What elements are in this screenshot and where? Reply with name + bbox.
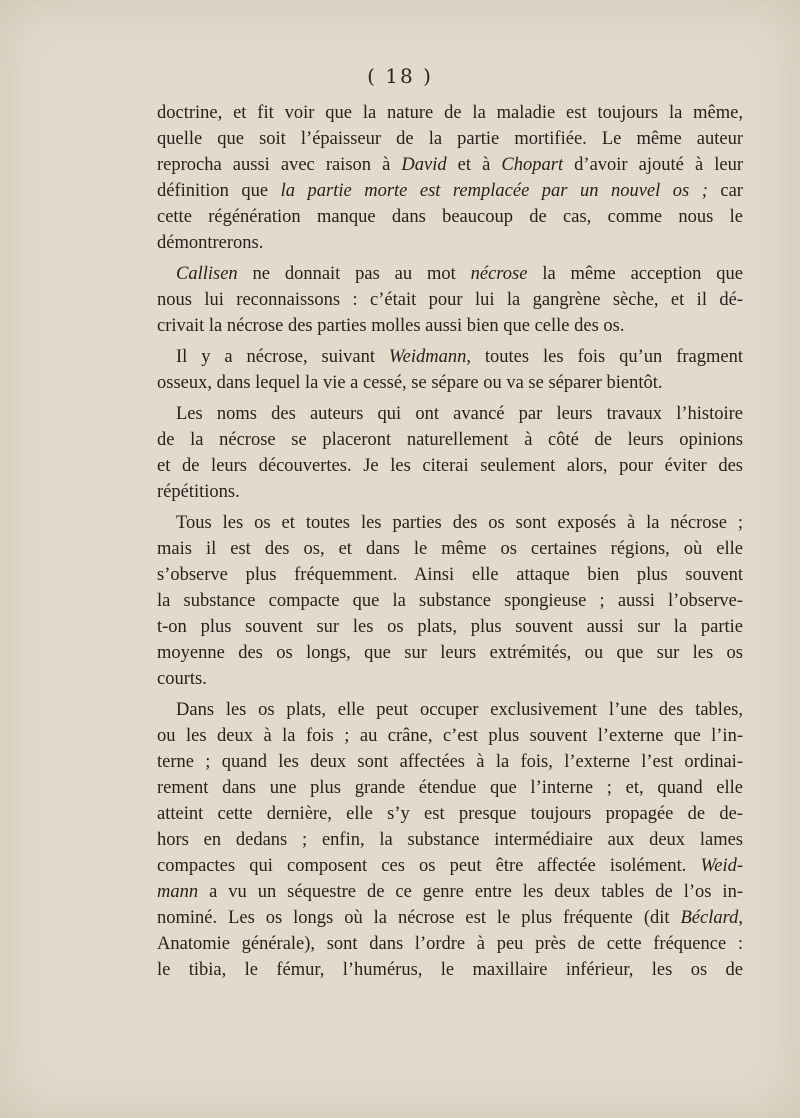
paragraph-1 — [157, 100, 743, 256]
text-line: ou les deux à la fois ; au crâne, c’est plus souvent l’externe que l’in- — [157, 726, 743, 746]
author-name-beclard: Béclard, — [680, 908, 743, 928]
paragraph-3 — [157, 344, 743, 396]
author-name-weidmann: mann — [157, 882, 199, 902]
text-line: Anatomie générale), sont dans l’ordre à peu près de cette fréquence : — [157, 934, 743, 954]
text-line: t-on plus souvent sur les os plats, plus souvent aussi sur la partie — [157, 617, 743, 637]
text-line: Callisen ne donnait pas au mot nécrose la même acception que — [176, 264, 743, 284]
text-line: Il y a nécrose, suivant Weidmann, toutes les fois qu’un fragment — [176, 347, 743, 367]
text-line: définition que la partie morte est remplacée par un nouvel os ; car — [157, 181, 743, 201]
paragraph-5 — [157, 510, 743, 692]
text-line: Tous les os et toutes les parties des os sont exposés à la nécrose ; — [176, 513, 743, 533]
text-line: de la nécrose se placeront naturellement à côté de leurs opinions — [157, 430, 743, 450]
text-line: nous lui reconnaissons : c’était pour lui la gangrène sèche, et il dé- — [157, 290, 743, 310]
text-line: répétitions. — [157, 482, 240, 502]
text-line: crivait la nécrose des parties molles aussi bien que celle des os. — [157, 316, 625, 336]
text-line: moyenne des os longs, que sur leurs extrémités, ou que sur les os — [157, 643, 743, 663]
author-name-weidmann: Weidmann — [388, 347, 467, 367]
quoted-definition: la partie morte est remplacée par un nouvel os ; — [280, 181, 708, 201]
body-text — [157, 100, 743, 983]
paragraph-4 — [157, 401, 743, 505]
text-line: le tibia, le fémur, l’humérus, le maxillaire inférieur, les os de — [157, 960, 743, 980]
page-number: ( 18 ) — [367, 64, 433, 88]
text-line: rement dans une plus grande étendue que l’interne ; et, quand elle — [157, 778, 743, 798]
text-line: compactes qui composent ces os peut être affectée isolément. Weid- — [157, 856, 743, 876]
text-line: atteint cette dernière, elle s’y est presque toujours propagée de de- — [157, 804, 743, 824]
text-line: cette régénération manque dans beaucoup de cas, comme nous le — [157, 207, 743, 227]
text-line: quelle que soit l’épaisseur de la partie mortifiée. Le même auteur — [157, 129, 743, 149]
author-name-callisen: Callisen — [176, 264, 238, 284]
text-line: osseux, dans lequel la vie a cessé, se sépare ou va se séparer bientôt. — [157, 373, 663, 393]
text-line: mais il est des os, et dans le même os certaines régions, où elle — [157, 539, 743, 559]
author-name-chopart: Chopart — [501, 155, 564, 175]
text-line: courts. — [157, 669, 207, 689]
text-line: nominé. Les os longs où la nécrose est le plus fréquente (dit Béclard, — [157, 908, 743, 928]
text-line: hors en dedans ; enfin, la substance intermédiaire aux deux lames — [157, 830, 743, 850]
text-line: reprocha aussi avec raison à David et à Chopart d’avoir ajouté à leur — [157, 155, 743, 175]
text-line: doctrine, et fit voir que la nature de la maladie est toujours la même, — [157, 103, 743, 123]
text-line: mann a vu un séquestre de ce genre entre les deux tables de l’os in- — [157, 882, 743, 902]
text-line: terne ; quand les deux sont affectées à la fois, l’externe l’est ordinai- — [157, 752, 743, 772]
term-necrose: nécrose — [470, 264, 528, 284]
text-line: s’observe plus fréquemment. Ainsi elle attaque bien plus souvent — [157, 565, 743, 585]
text-line: Dans les os plats, elle peut occuper exclusivement l’une des tables, — [176, 700, 743, 720]
author-name-weidmann: Weid- — [700, 856, 743, 876]
text-line: et de leurs découvertes. Je les citerai seulement alors, pour éviter des — [157, 456, 743, 476]
paragraph-2 — [157, 261, 743, 339]
text-line: la substance compacte que la substance spongieuse ; aussi l’observe- — [157, 591, 743, 611]
paragraph-6 — [157, 697, 743, 983]
text-line: Les noms des auteurs qui ont avancé par leurs travaux l’histoire — [176, 404, 743, 424]
text-line: démontrerons. — [157, 233, 264, 253]
author-name-david: David — [401, 155, 447, 175]
